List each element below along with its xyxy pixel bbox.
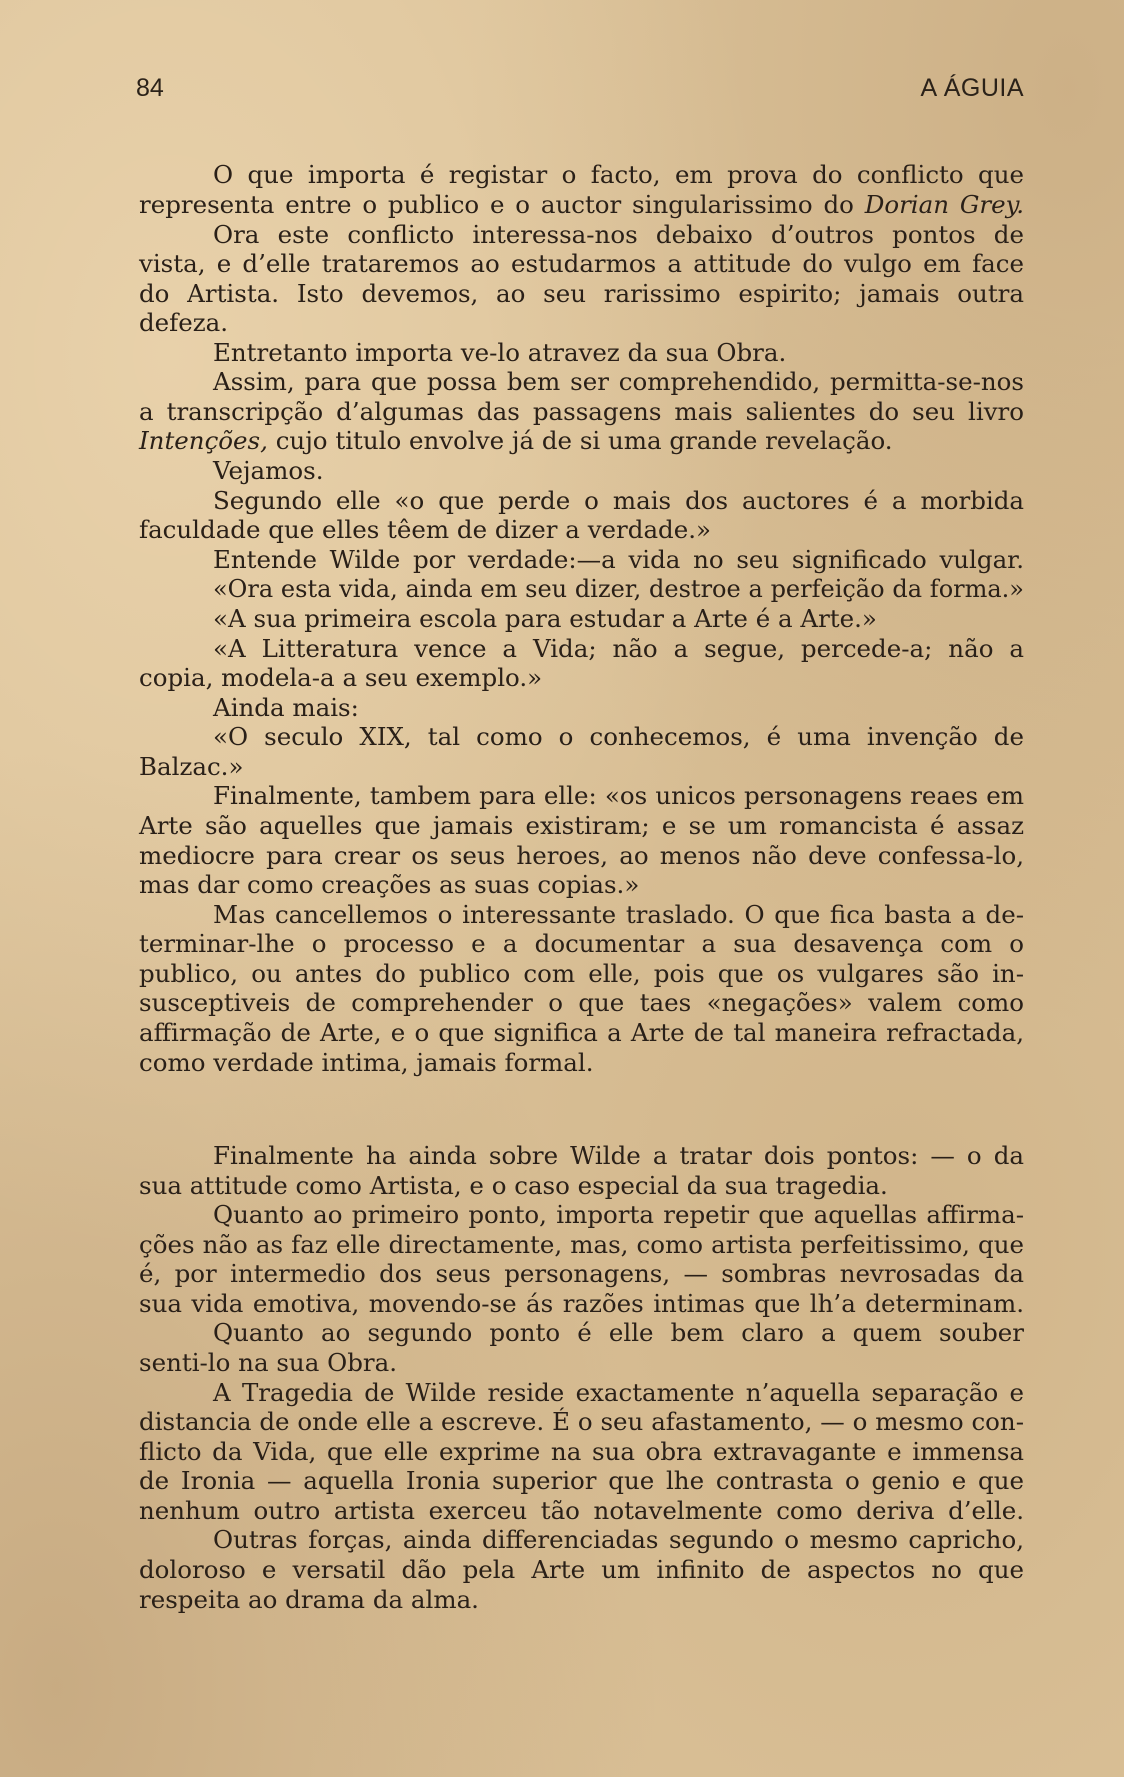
text-line: terminar-lhe o processo e a documentar a sua desavença com o [139, 929, 1024, 958]
text-line: respeita ao drama da alma. [139, 1585, 479, 1614]
text-line: mediocre para crear os seus heroes, ao menos não deve confessa-lo, [139, 841, 1024, 870]
page-number: 84 [136, 74, 164, 102]
text-line: sua attitude como Artista, e o caso especial da sua tragedia. [139, 1171, 888, 1200]
text-line: nenhum outro artista exerceu tão notavelmente como deriva d’elle. [139, 1496, 1024, 1525]
text-line: Segundo elle «o que perde o mais dos auctores é a morbida [213, 486, 1024, 515]
text-line: como verdade intima, jamais formal. [139, 1048, 594, 1077]
text-line: Quanto ao segundo ponto é elle bem claro a quem souber [213, 1318, 1024, 1347]
text-line: vista, e d’elle trataremos ao estudarmos a attitude do vulgo em face [139, 249, 1024, 278]
text-line: A Tragedia de Wilde reside exactamente n’aquella separação e [213, 1378, 1024, 1407]
running-header [136, 74, 1024, 110]
text-line: Assim, para que possa bem ser comprehendido, permitta-se-nos [213, 367, 1024, 396]
text-line: sua vida emotiva, movendo-se ás razões intimas que lh’a determinam. [139, 1289, 1024, 1318]
text-line: distancia de onde elle a escreve. É o seu afastamento, — o mesmo con- [139, 1407, 1024, 1436]
text-line: «O seculo XIX, tal como o conhecemos, é uma invenção de [213, 722, 1024, 751]
text-line: a transcripção d’algumas das passagens mais salientes do seu livro [139, 397, 1024, 426]
text-line: «Ora esta vida, ainda em seu dizer, destroe a perfeição da forma.» [213, 575, 1024, 603]
text-line: faculdade que elles têem de dizer a verdade.» [139, 515, 712, 544]
text-line: Vejamos. [213, 456, 324, 485]
text-line: Arte são aquelles que jamais existiram; e se um romancista é assaz [139, 811, 1024, 840]
italic-title: Intenções, [139, 426, 268, 455]
text-line: de Ironia — aquella Ironia superior que lhe contrasta o genio e que [139, 1466, 1024, 1495]
text-line: «A sua primeira escola para estudar a Arte é a Arte.» [213, 604, 877, 633]
text-line: Intenções, cujo titulo envolve já de si uma grande revelação. [139, 426, 893, 455]
text-line: defeza. [139, 308, 229, 337]
text-line: Ora este conflicto interessa-nos debaixo d’outros pontos de [213, 220, 1024, 249]
text-line: «A Litteratura vence a Vida; não a segue, percede-a; não a [213, 634, 1024, 663]
text-line: Finalmente, tambem para elle: «os unicos personagens reaes em [213, 781, 1024, 810]
text-line: ções não as faz elle directamente, mas, como artista perfeitissimo, que [139, 1230, 1024, 1259]
text-line: Quanto ao primeiro ponto, importa repetir que aquellas affirma- [213, 1200, 1024, 1229]
text-line: affirmação de Arte, e o que significa a Arte de tal maneira refractada, [139, 1018, 1024, 1047]
text-line: representa entre o publico e o auctor singularissimo do Dorian Grey. [139, 190, 1024, 219]
text-line: senti-lo na sua Obra. [139, 1348, 397, 1377]
text-line: Finalmente ha ainda sobre Wilde a tratar dois pontos: — o da [213, 1141, 1024, 1170]
text-line: é, por intermedio dos seus personagens, — sombras nevrosadas da [139, 1259, 1024, 1288]
text-line: Ainda mais: [213, 693, 359, 722]
text-line: susceptiveis de comprehender o que taes «negações» valem como [139, 988, 1024, 1017]
text-line: O que importa é registar o facto, em prova do conflicto que [213, 160, 1024, 189]
text-line: mas dar como creações as suas copias.» [139, 870, 640, 899]
text-line: flicto da Vida, que elle exprime na sua obra extravagante e immensa [139, 1437, 1024, 1466]
text-line: do Artista. Isto devemos, ao seu rarissimo espirito; jamais outra [139, 279, 1024, 308]
text-line: Mas cancellemos o interessante traslado. O que fica basta a de- [213, 900, 1024, 929]
italic-title: Dorian Grey. [864, 190, 1024, 219]
text-line: publico, ou antes do publico com elle, pois que os vulgares são in- [139, 959, 1024, 988]
text-line: Balzac.» [139, 752, 244, 781]
text-line: Entende Wilde por verdade:—a vida no seu significado vulgar. [213, 545, 1024, 574]
text-line: Entretanto importa ve-lo atravez da sua Obra. [213, 338, 787, 367]
running-title: A ÁGUIA [920, 74, 1024, 102]
text-line: copia, modela-a a seu exemplo.» [139, 663, 543, 692]
text-line: doloroso e versatil dão pela Arte um infinito de aspectos no que [139, 1555, 1024, 1584]
text-line: Outras forças, ainda differenciadas segundo o mesmo capricho, [213, 1525, 1024, 1554]
